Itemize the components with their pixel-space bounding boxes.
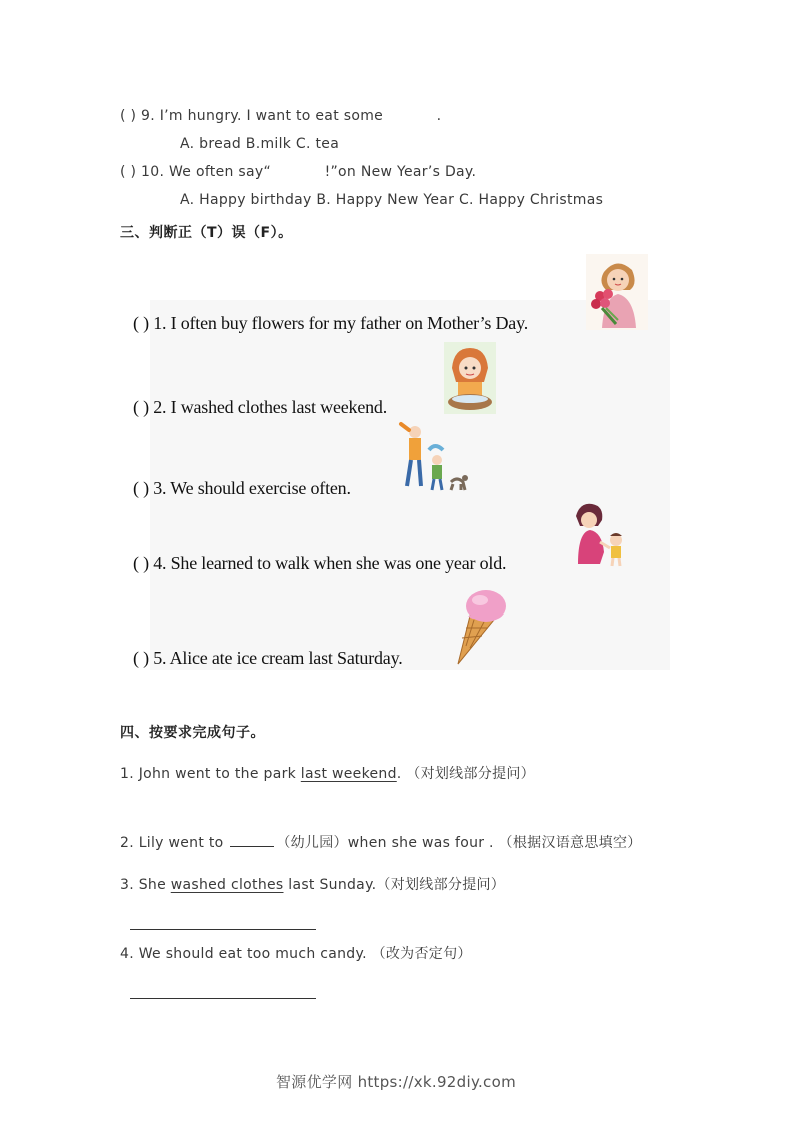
question-text-a: 10. We often say“ xyxy=(141,164,272,180)
question-instruction: last Sunday.（对划线部分提问） xyxy=(283,877,506,893)
answer-paren[interactable]: ( ) xyxy=(133,397,149,417)
question-text: 2. Lily went to xyxy=(120,835,229,851)
question-end: . xyxy=(436,108,442,124)
rewrite-question-4: 4. We should eat too much candy. （改为否定句） xyxy=(120,946,472,962)
site-watermark[interactable]: 智源优学网 https://xk.92diy.com xyxy=(276,1073,516,1091)
mother-and-baby-illustration xyxy=(570,502,632,568)
question-instruction: . （对划线部分提问） xyxy=(396,766,535,782)
underlined-phrase: last weekend xyxy=(300,766,397,782)
question-10 xyxy=(120,164,476,180)
rewrite-question-3 xyxy=(120,874,505,894)
answer-paren[interactable]: ( ) xyxy=(133,478,149,498)
tf-item-3 xyxy=(133,478,351,499)
question-text: 1. John went to the park xyxy=(120,766,301,782)
tf-item-4 xyxy=(133,553,506,574)
section-4-heading: 四、按要求完成句子。 xyxy=(120,725,265,741)
tf-item-5 xyxy=(133,648,403,669)
underlined-phrase: washed clothes xyxy=(170,877,284,893)
question-10-options: A. Happy birthday B. Happy New Year C. Happy Christmas xyxy=(180,192,604,208)
answer-line[interactable] xyxy=(130,998,316,999)
question-9-options: A. bread B.milk C. tea xyxy=(180,136,340,152)
question-text: 9. I’m hungry. I want to eat some xyxy=(141,108,384,124)
answer-line[interactable] xyxy=(130,929,316,930)
tf-item-text: 4. She learned to walk when she was one year old. xyxy=(153,553,507,573)
question-text-b: !”on New Year’s Day. xyxy=(324,164,477,180)
answer-paren[interactable]: ( ) xyxy=(133,648,149,668)
woman-with-flowers-illustration xyxy=(586,254,648,330)
answer-paren[interactable]: ( ) xyxy=(133,553,149,573)
tf-item-text: 3. We should exercise often. xyxy=(153,478,351,498)
girl-washing-clothes-illustration xyxy=(444,342,496,414)
question-text: 3. She xyxy=(120,877,171,893)
answer-paren[interactable]: ( ) xyxy=(120,108,137,124)
tf-item-text: 1. I often buy flowers for my father on Mother’s Day. xyxy=(153,313,529,333)
rewrite-question-2 xyxy=(120,832,642,852)
rewrite-question-1 xyxy=(120,763,535,783)
question-9 xyxy=(120,108,441,124)
question-instruction: （幼儿园）when she was four . （根据汉语意思填空） xyxy=(276,835,642,851)
tf-item-1 xyxy=(133,313,528,334)
tf-item-text: 5. Alice ate ice cream last Saturday. xyxy=(153,648,403,668)
tf-item-2 xyxy=(133,397,387,418)
section-3-heading: 三、判断正（T）误（F）。 xyxy=(120,225,293,241)
tf-item-text: 2. I washed clothes last weekend. xyxy=(153,397,388,417)
ice-cream-cone-illustration xyxy=(452,586,510,666)
answer-paren[interactable]: ( ) xyxy=(133,313,149,333)
family-exercising-illustration xyxy=(395,420,471,496)
fill-in-blank[interactable] xyxy=(230,834,274,847)
answer-paren[interactable]: ( ) xyxy=(120,164,137,180)
